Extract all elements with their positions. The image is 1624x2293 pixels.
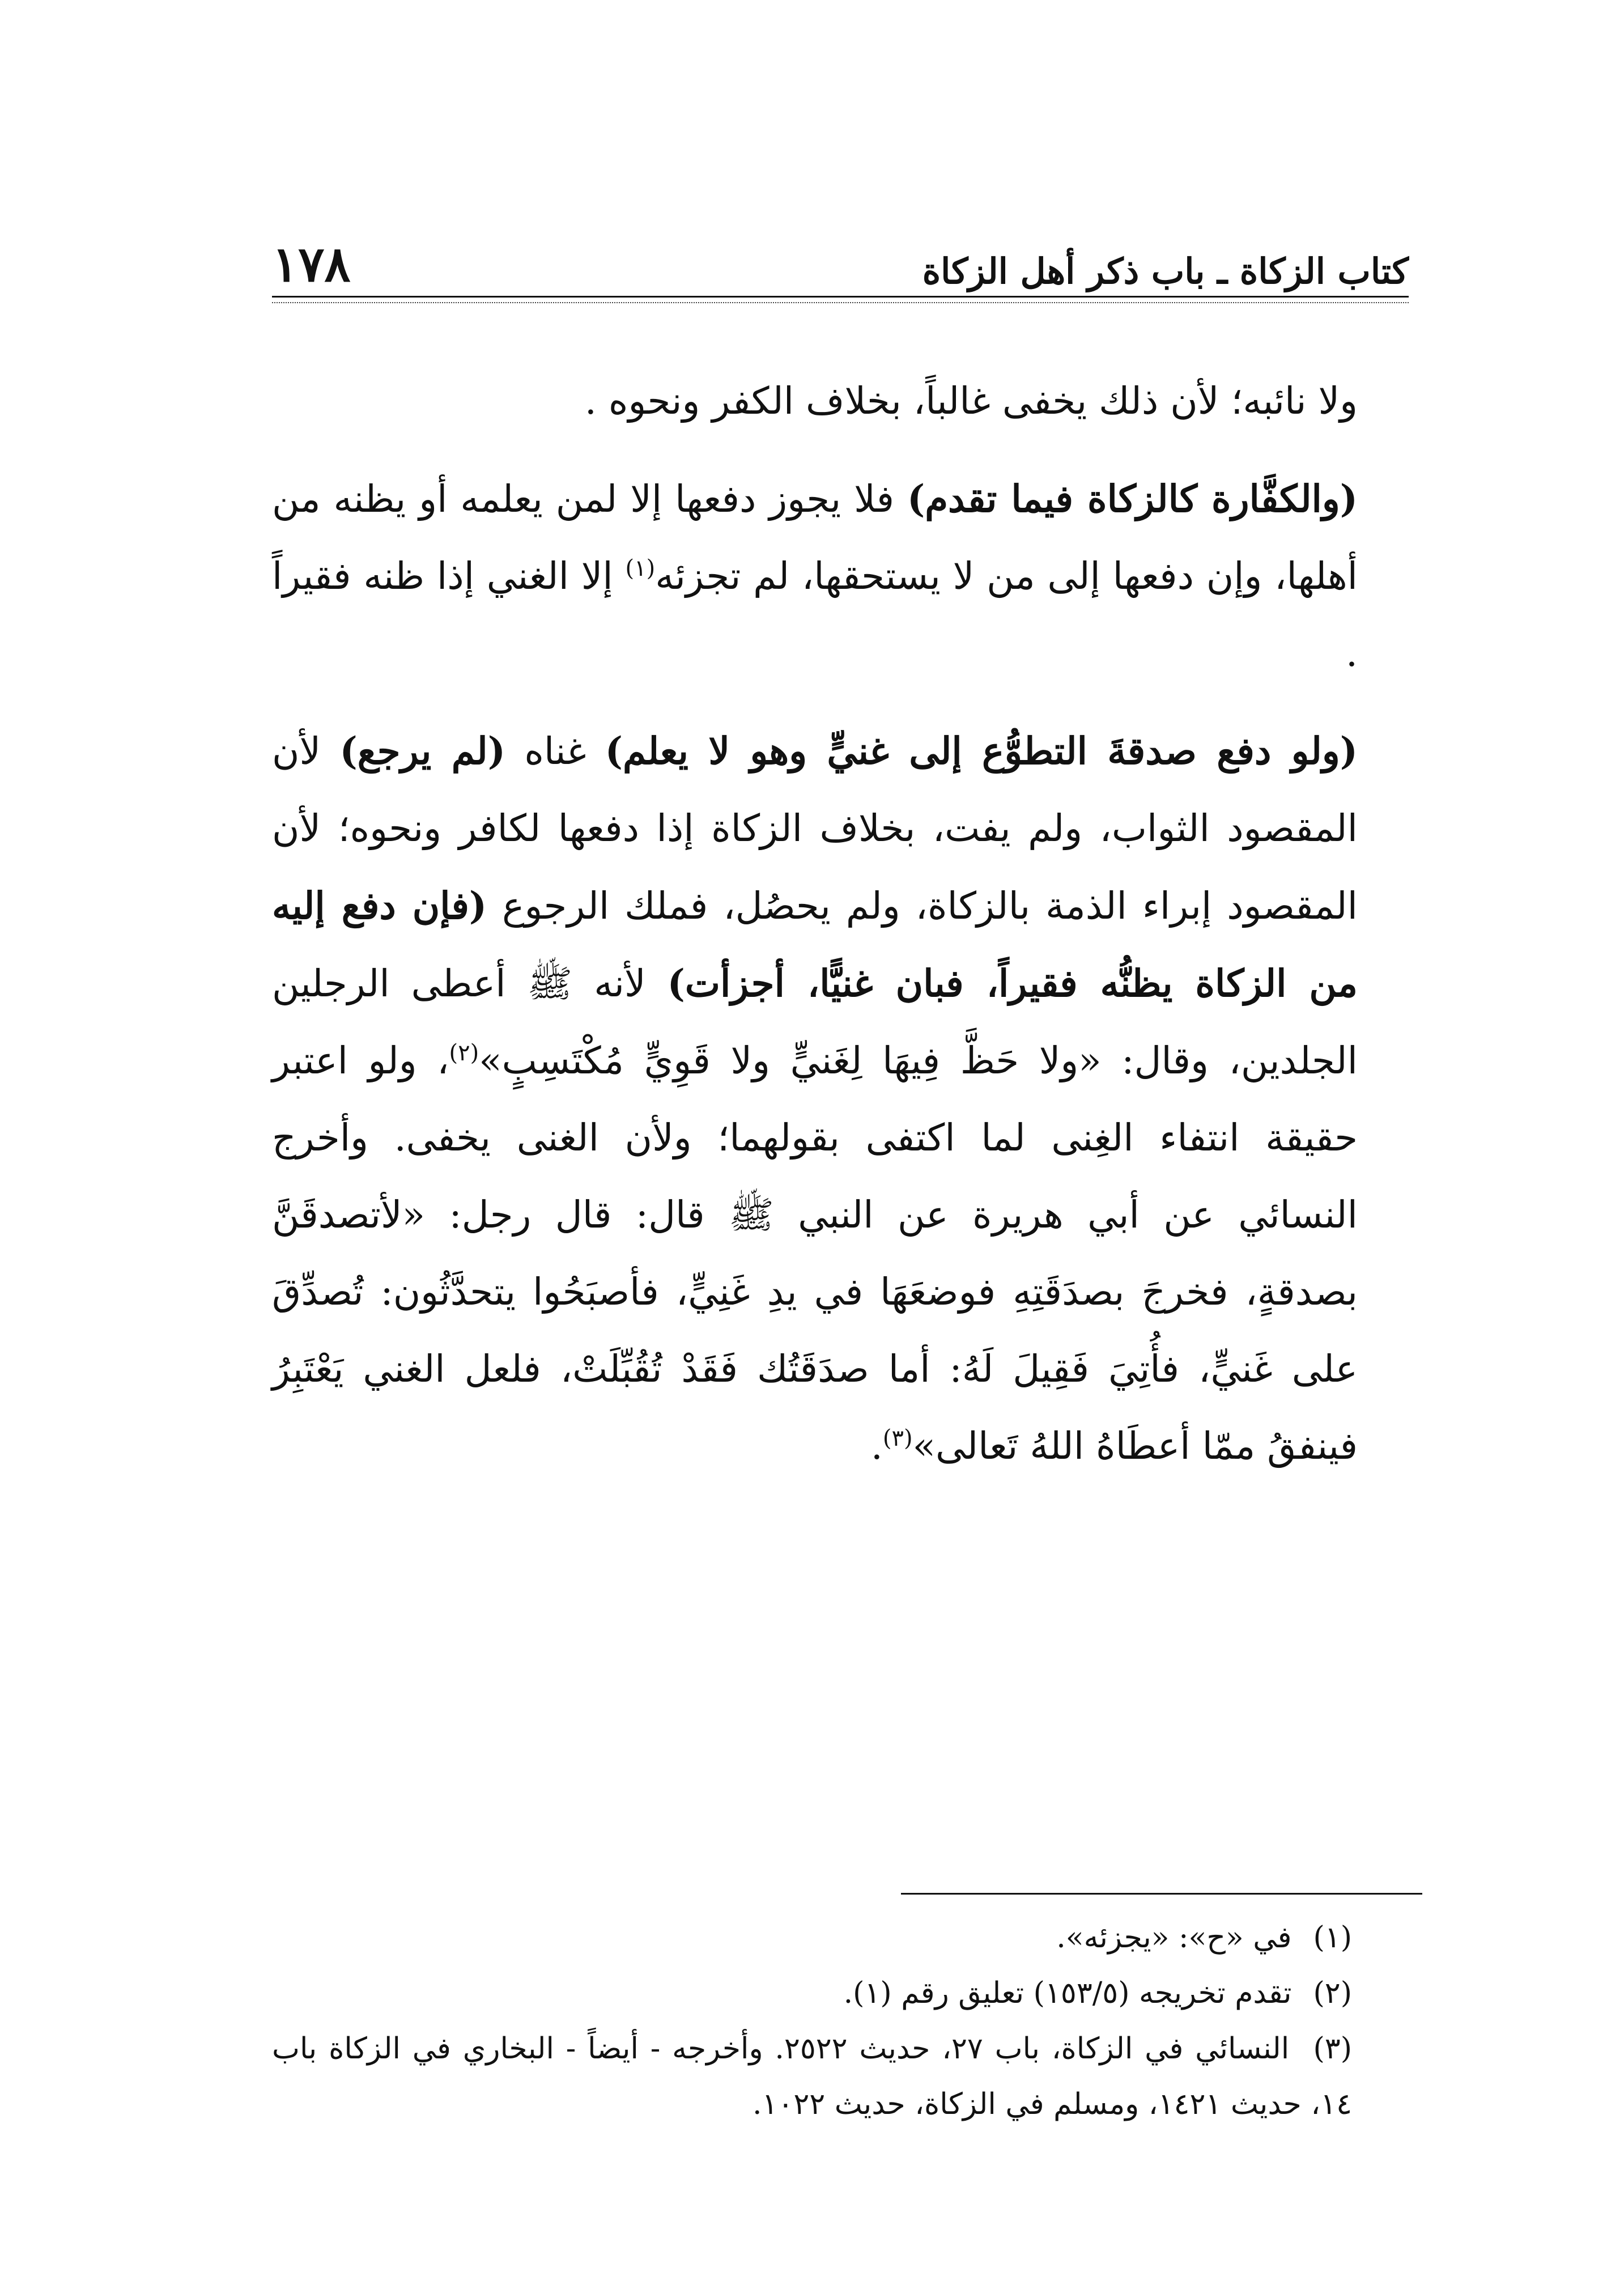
- paragraph-3-matn-2: (لم يرجع): [339, 729, 505, 773]
- paragraph-3: [272, 712, 1358, 1485]
- footnote-number: (٣): [1313, 2032, 1352, 2066]
- footnote-ref-3[interactable]: (٣): [882, 1425, 913, 1451]
- paragraph-2-matn: (والكفَّارة كالزكاة فيما تقدم): [907, 477, 1358, 521]
- paragraph-3-text-d: ، ولو اعتبر حقيقة انتفاء الغِنى لما اكتفى بقولهما؛ ولأن الغنى يخفى. وأخرج النسائي عن أبي هريرة عن النبي ﷺ قال: قال رجل: «لأتصدقَنَّ بصدقةٍ، فخرجَ بصدَقَتِهِ فوضعَهَا في يدِ غَنِيٍّ، فأصبَحُوا يتحدَّثُون: تُصدِّقَ على غَنيٍّ، فأُتِيَ فَقِيلَ لَهُ: أما صدَقَتُك فَقَدْ تُقُبِّلَتْ، فلعل الغني يَعْتَبِرُ فينفقُ ممّا أعطَاهُ اللهُ تَعالى»: [272, 1039, 1358, 1468]
- paragraph-1-text: ولا نائبه؛ لأن ذلك يخفى غالباً، بخلاف الكفر ونحوه .: [584, 379, 1358, 423]
- paragraph-2-text-a: فلا يجوز دفعها إلا لمن يعلمه أو يظنه من أهلها، وإن دفعها إلى من لا يستحقها، لم تجزئه: [272, 477, 1358, 598]
- footnote-ref-2[interactable]: (٢): [449, 1040, 479, 1066]
- footnote-text: تقدم تخريجه (١٥٣/٥) تعليق رقم (١).: [843, 1976, 1292, 2010]
- paragraph-3-text-c: لأنه ﷺ أعطى الرجلين الجلدين، وقال: «ولا حَظَّ فِيهَا لِغَنيٍّ ولا قَوِيٍّ مُكْتَسِبٍ»: [272, 962, 1358, 1082]
- footnote-number: (٢): [1313, 1976, 1352, 2010]
- paragraph-3-text-b: لأن المقصود الثواب، ولم يفت، بخلاف الزكاة إذا دفعها لكافر ونحوه؛ لأن المقصود إبراء الذمة بالزكاة، ولم يحصُل، فملك الرجوع: [272, 729, 1358, 928]
- footnote-text: في «ح»: «يجزئه».: [1056, 1921, 1292, 1955]
- footnote-3: [272, 2021, 1352, 2132]
- footnote-1: [272, 1910, 1352, 1965]
- footnote-divider: [901, 1893, 1422, 1895]
- running-title: كتاب الزكاة ـ باب ذكر أهل الزكاة: [922, 250, 1409, 292]
- paragraph-2-text-b: إلا الغني إذا ظنه فقيراً .: [272, 554, 1358, 675]
- paragraph-3-matn-1: (ولو دفع صدقةَ التطوُّع إلى غنيٍّ وهو لا يعلم): [605, 729, 1358, 773]
- page-header: [272, 227, 1409, 293]
- footnote-number: (١): [1313, 1921, 1352, 1955]
- header-divider: [272, 296, 1409, 303]
- footnote-2: [272, 1965, 1352, 2021]
- paragraph-3-text-e: .: [870, 1424, 883, 1468]
- paragraph-3-text-a: غناه: [505, 729, 605, 773]
- main-text: [272, 363, 1358, 1485]
- footnote-text: النسائي في الزكاة، باب ٢٧، حديث ٢٥٢٢. وأخرجه - أيضاً - البخاري في الزكاة باب ١٤، حديث ١٤٢١، ومسلم في الزكاة، حديث ١٠٢٢.: [272, 2032, 1352, 2121]
- footnote-ref-1[interactable]: (١): [625, 555, 656, 581]
- footnotes: [272, 1910, 1352, 2132]
- paragraph-2: [272, 460, 1358, 692]
- paragraph-1: [272, 363, 1358, 440]
- paragraph-3-matn-3: (فإن دفع إليه من الزكاة يظنُّه فقيراً، فبان غنيًّا، أجزأت): [272, 884, 1358, 1005]
- page-number: ١٧٨: [272, 236, 351, 293]
